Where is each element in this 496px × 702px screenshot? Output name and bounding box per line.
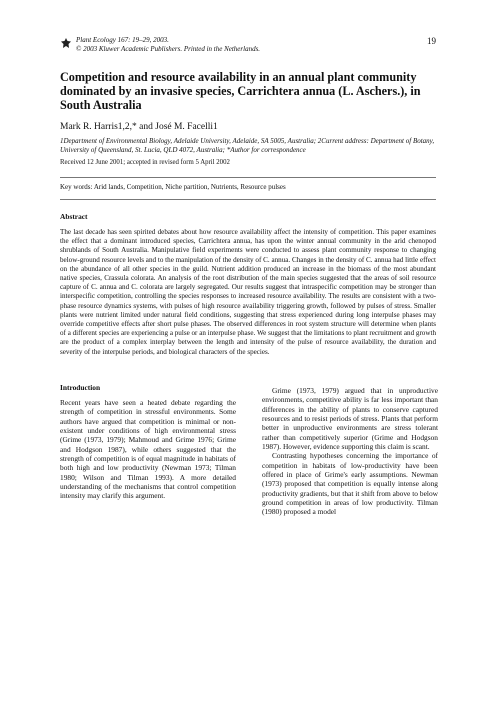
copyright-line: © 2003 Kluwer Academic Publishers. Printed in the Netherlands. (76, 45, 261, 53)
affiliations: 1Department of Environmental Biology, Adelaide University, Adelaide, SA 5005, Australia; 2Current address: Department of Botany, University of Queensland, St. Lucia, QLD 4072, Australia; *Author for correspondence (60, 137, 435, 154)
journal-citation: Plant Ecology 167: 19–29, 2003. (76, 36, 169, 44)
intro-paragraph: Grime (1973, 1979) argued that in unproductive environments, competitive ability is far less important than differences in the ability of plants to conserve captured resources and to resist periods of stress. Plants that perform better in unproductive environments are stress tolerant rather than competitively superior (Grime and Hodgson 1987). However, evidence supporting this claim is scant. (262, 386, 438, 452)
intro-paragraph: Recent years have seen a heated debate regarding the strength of competition in stressful environments. Some authors have argued that competition is minimal or non-existent under conditions of high environmental stress (Grime (1973, 1979); Mahmoud and Grime 1976; Grime and Hodgson 1987), while others suggested that the strength of competition is of equal magnitude in habitats of both high and low productivity (Newman 1973; Tilman 1980; Wilson and Tilman 1993). A more detailed understanding of the mechanisms that control competition intensity may clarify this argument. (60, 398, 236, 501)
introduction-heading: Introduction (60, 383, 101, 392)
author-list: Mark R. Harris1,2,* and José M. Facelli1 (60, 122, 218, 132)
intro-column-right (262, 386, 438, 517)
abstract-heading: Abstract (60, 212, 88, 221)
abstract-text: The last decade has seen spirited debates about how resource availability affect the intensity of competition. This paper examines the effect that a dominant introduced species, Carrichtera annua, has upon the winter annual community in the arid chenopod shrublands of South Australia. Manipulative field experiments were conducted to assess plant community response to changing below-ground resource levels and to the manipulation of the density of C. annua. Changes in the density of C. annua had little effect on the abundance of all other species in the guild. Nutrient addition produced an increase in the biomass of the most abundant native species, Crassula colorata. An analysis of the root distribution of the main species suggested that the areas of soil resource capture of C. annua and C. colorata are largely segregated. Our results suggest that intraspecific competition may be stronger than interspecific competition, controlling the species responses to increased resource availability. The results are consistent with a two-phase resource dynamics systems, with pulses of high resource availability triggering growth, followed by pulses of stress. Smaller plants were nutrient limited under natural field conditions, suggesting that stress experienced during long interpulse phases may override competitive effects after short pulse phases. The observed differences in root system structure will determine when plants of a different species are experiencing a pulse or an interpulse phase. We suggest that the limitations to plant recruitment and growth are the product of a complex interplay between the length and intensity of the pulse of resource availability, the duration and severity of the interpulse periods, and biological characters of the species. (60, 228, 436, 356)
article-title: Competition and resource availability in an annual plant community dominated by an invasive species, Carrichtera annua (L. Aschers.), in South Australia (60, 70, 421, 113)
keywords: Key words: Arid lands, Competition, Niche partition, Nutrients, Resource pulses (60, 183, 286, 191)
intro-column-left (60, 398, 236, 501)
received-date: Received 12 June 2001; accepted in revised form 5 April 2002 (60, 159, 230, 166)
page-number: 19 (427, 36, 436, 46)
publisher-logo-icon (60, 37, 72, 49)
journal-info (76, 36, 260, 54)
divider-top (60, 177, 436, 178)
intro-paragraph: Contrasting hypotheses concerning the importance of competition in habitats of low-productivity have been offered in place of Grime's early assumptions. Newman (1973) proposed that competition is equally intense along productivity gradients, but that it shift from above to below ground competition in areas of low productivity. Tilman (1980) proposed a model (262, 451, 438, 517)
divider-bottom (60, 199, 436, 200)
